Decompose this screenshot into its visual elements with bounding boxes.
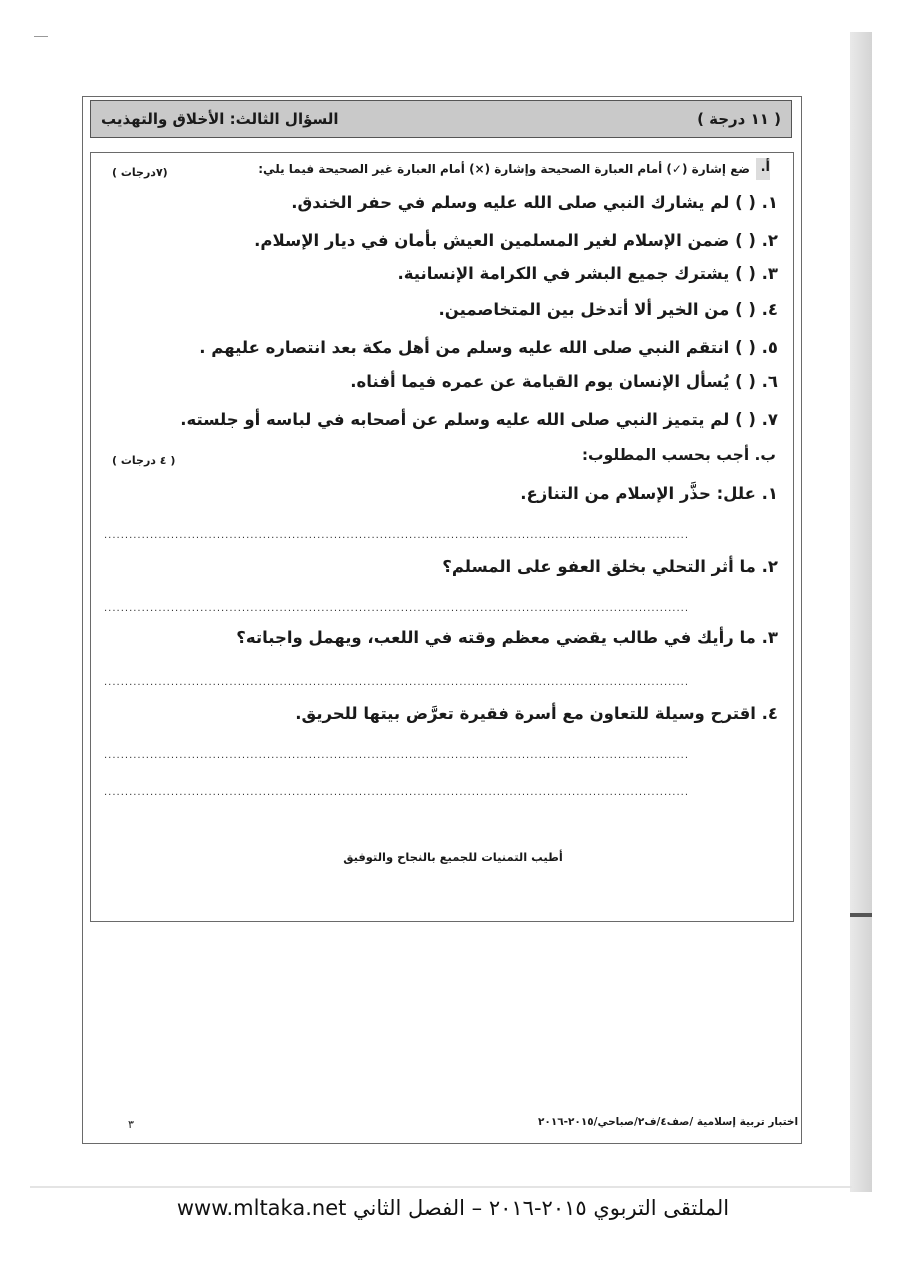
scan-edge <box>850 32 872 1192</box>
footer-exam-info: اختبار تربية إسلامية /صف٤/ف٢/صباحي/٢٠١٥-٢٠١٦ <box>538 1116 799 1128</box>
question-2: ٢. ما أثر التحلي بخلق العفو على المسلم؟ <box>442 557 778 576</box>
section-b-instruction: ب. أجب بحسب المطلوب: <box>581 446 776 464</box>
section-a-points: (٧درجات ) <box>112 166 168 179</box>
question-header <box>90 100 792 138</box>
tf-item-6: ٦. ( ) يُسأل الإنسان يوم القيامة عن عمره فيما أفناه. <box>350 372 778 391</box>
site-watermark-line: الملتقى التربوي ٢٠١٥-٢٠١٦ – الفصل الثاني www.mltaka.net <box>176 1196 730 1220</box>
section-b-points: ( ٤ درجات ) <box>112 454 176 467</box>
scan-bottom-edge <box>30 1186 852 1188</box>
closing-wishes: أطيب التمنيات للجميع بالنجاح والتوفيق <box>343 850 563 864</box>
tf-item-2: ٢. ( ) ضمن الإسلام لغير المسلمين العيش بأمان في ديار الإسلام. <box>254 231 778 250</box>
question-score: ( ١١ درجة ) <box>697 110 781 128</box>
answer-line-2[interactable]: ............................................................................................................................................ <box>104 605 690 613</box>
scan-tick <box>34 36 48 37</box>
tf-item-7: ٧. ( ) لم يتميز النبي صلى الله عليه وسلم عن أصحابه في لباسه أو جلسته. <box>180 410 778 429</box>
question-title: السؤال الثالث: الأخلاق والتهذيب <box>101 110 339 128</box>
answer-line-3[interactable]: ............................................................................................................................................ <box>104 679 690 687</box>
answer-line-4b[interactable]: ............................................................................................................................................ <box>104 789 690 797</box>
question-1: ١. علل: حذَّر الإسلام من التنازع. <box>520 484 778 503</box>
tf-item-3: ٣. ( ) يشترك جميع البشر في الكرامة الإنسانية. <box>397 264 778 283</box>
section-a-label: أ. <box>760 160 770 175</box>
tf-item-4: ٤. ( ) من الخير ألا أتدخل بين المتخاصمين. <box>438 300 778 319</box>
answer-line-1[interactable]: ............................................................................................................................................ <box>104 532 690 540</box>
answer-line-4a[interactable]: ............................................................................................................................................ <box>104 752 690 760</box>
footer-page-number: ٣ <box>128 1118 134 1131</box>
tf-item-5: ٥. ( ) انتقم النبي صلى الله عليه وسلم من أهل مكة بعد انتصاره عليهم . <box>199 338 778 357</box>
scan-mark <box>850 913 872 917</box>
section-a-instruction: ضع إشارة (✓) أمام العبارة الصحيحة وإشارة (×) أمام العبارة غير الصحيحة فيما يلي: <box>258 162 750 176</box>
question-3: ٣. ما رأيك في طالب يقضي معظم وقته في اللعب، ويهمل واجباته؟ <box>236 628 778 647</box>
tf-item-1: ١. ( ) لم يشارك النبي صلى الله عليه وسلم في حفر الخندق. <box>291 193 778 212</box>
question-4: ٤. اقترح وسيلة للتعاون مع أسرة فقيرة تعرَّض بيتها للحريق. <box>295 704 778 723</box>
